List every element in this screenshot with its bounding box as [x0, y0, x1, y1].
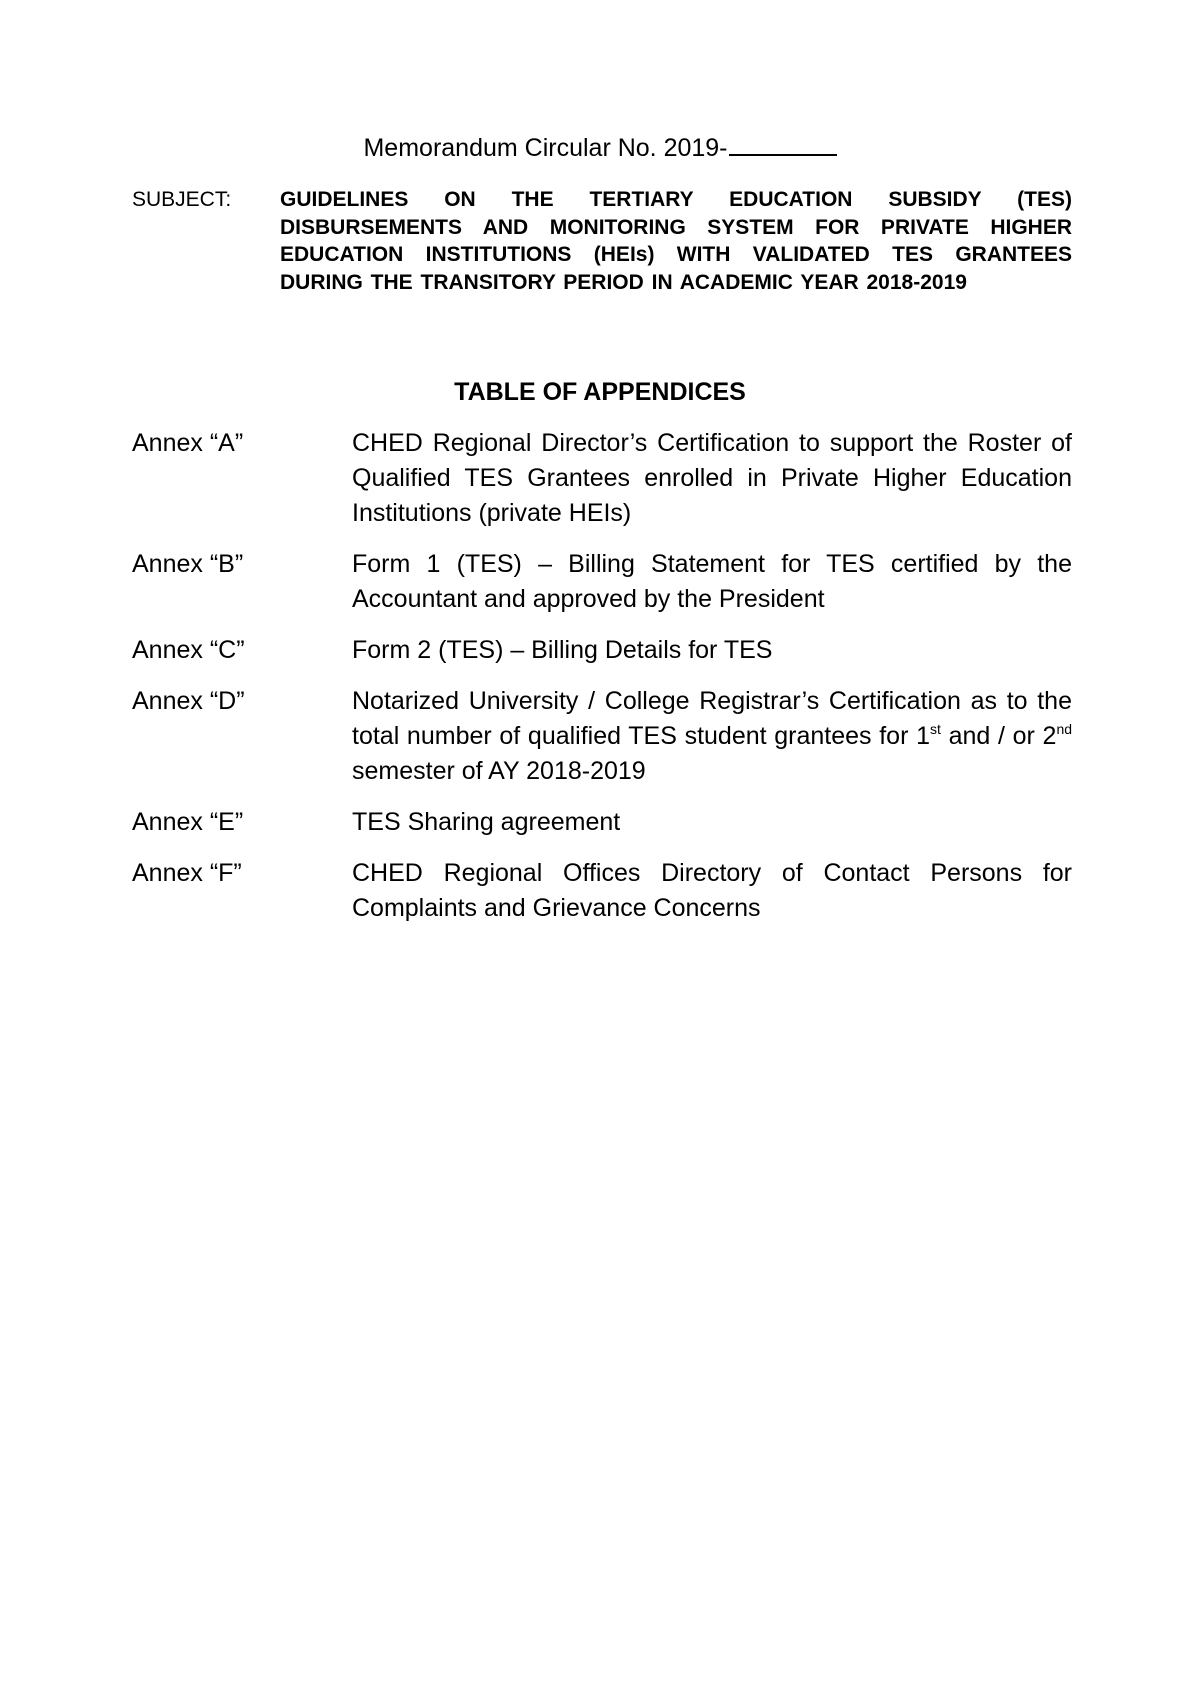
annex-row-a: [132, 426, 1072, 531]
annex-label: Annex “B”: [132, 550, 244, 578]
annex-description: Form 2 (TES) – Billing Details for TES: [352, 636, 773, 664]
subject-text: GUIDELINES ON THE TERTIARY EDUCATION SUBSIDY (TES) DISBURSEMENTS AND MONITORING SYSTEM FOR PRIVATE HIGHER EDUCATION INSTITUTIONS (HEIs) WITH VALIDATED TES GRANTEES DURING THE TRANSITORY PERIOD IN ACADEMIC YEAR 2018-2019: [280, 188, 1072, 294]
annex-description: [352, 684, 1072, 789]
circular-number-text: Memorandum Circular No. 2019-: [363, 134, 728, 162]
subject-label: SUBJECT:: [132, 188, 232, 211]
annex-row-e: [132, 805, 1072, 840]
annex-description: CHED Regional Offices Directory of Contact Persons for Complaints and Grievance Concerns: [352, 859, 1072, 922]
annex-label: Annex “F”: [132, 859, 242, 887]
annex-description: CHED Regional Director’s Certification to support the Roster of Qualified TES Grantees enrolled in Private Higher Education Institutions (private HEIs): [352, 429, 1072, 527]
annex-label: Annex “C”: [132, 636, 245, 664]
annex-description-part: Notarized University / College Registrar’s Certification as to the total number of qualified TES student grantees for 1: [352, 687, 1072, 750]
annex-row-f: [132, 856, 1072, 926]
annex-label: Annex “A”: [132, 429, 244, 457]
ordinal-suffix: nd: [1056, 721, 1073, 737]
annex-description-part: and / or 2: [940, 722, 1057, 750]
circular-number-blank: [729, 130, 837, 156]
ordinal-suffix: st: [930, 721, 941, 737]
annex-row-b: [132, 547, 1072, 617]
annex-label: Annex “D”: [132, 687, 245, 715]
annex-description: TES Sharing agreement: [352, 808, 621, 836]
annex-row-c: [132, 633, 1072, 668]
circular-title: [0, 130, 1200, 164]
annex-description: Form 1 (TES) – Billing Statement for TES certified by the Accountant and approved by the President: [352, 550, 1072, 613]
annex-description-part: semester of AY 2018-2019: [352, 757, 646, 785]
annex-label: Annex “E”: [132, 808, 244, 836]
annex-list: [132, 426, 1072, 942]
annex-row-d: [132, 684, 1072, 789]
appendices-heading: TABLE OF APPENDICES: [454, 378, 746, 406]
